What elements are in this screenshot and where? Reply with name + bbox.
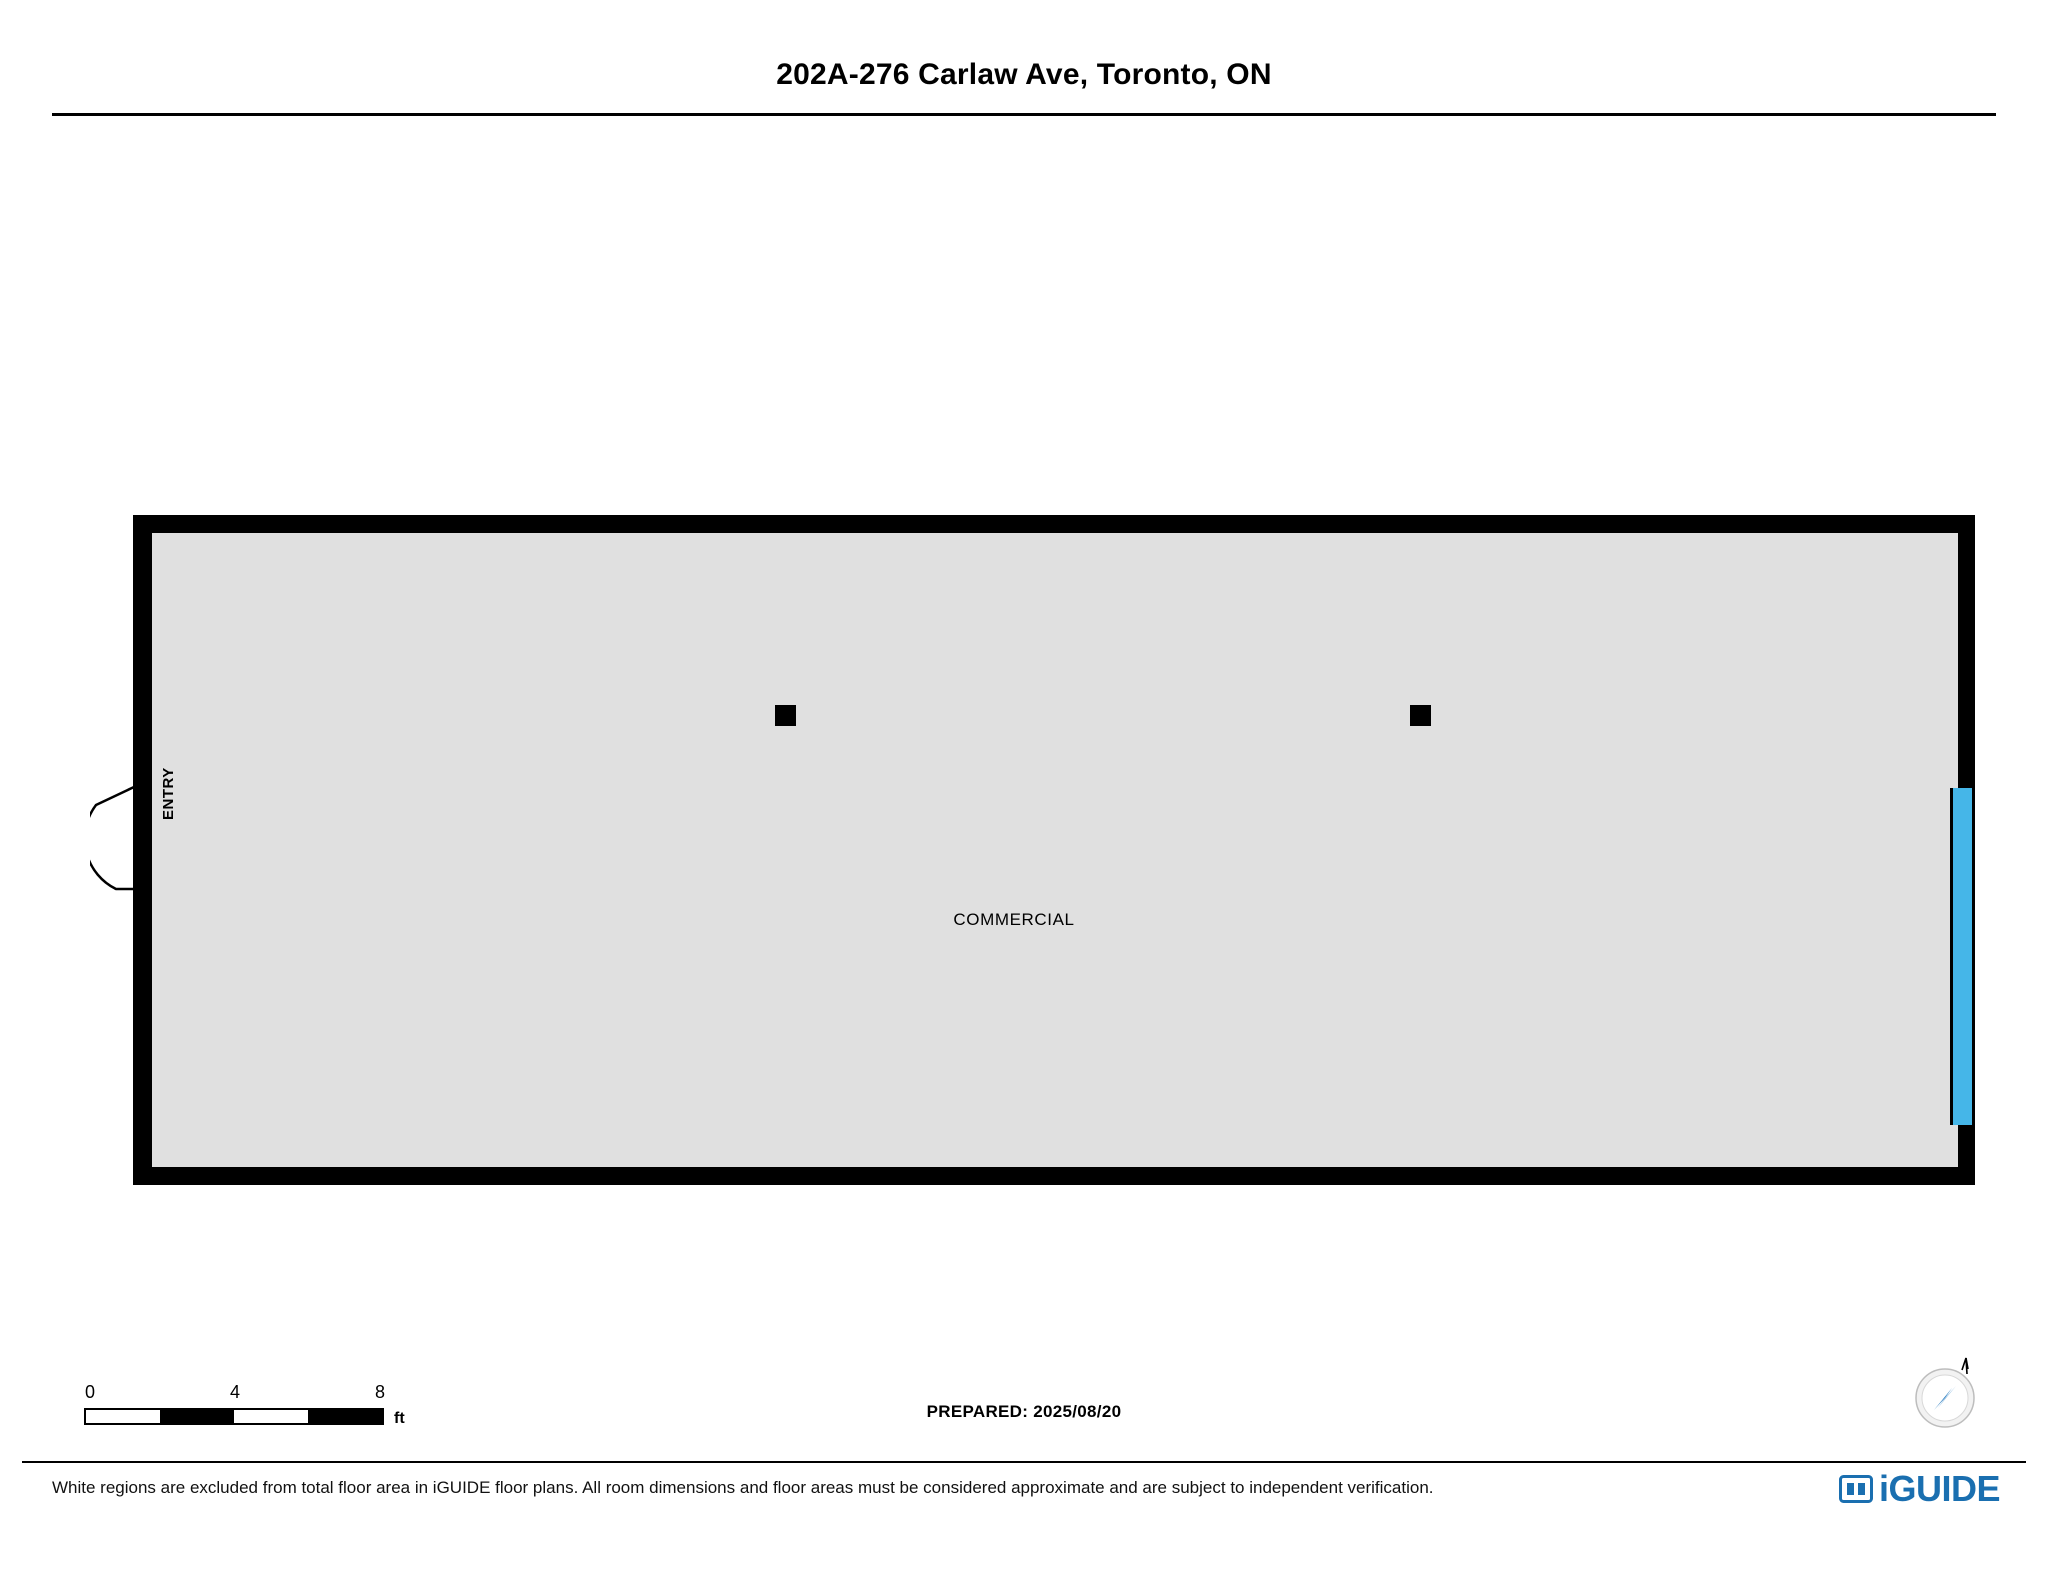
brand-name: iGUIDE (1878, 1468, 2000, 1509)
floorplan-canvas (0, 140, 2048, 1330)
scale-bar (84, 1382, 424, 1427)
compass-icon (1904, 1352, 1986, 1434)
structural-column (775, 705, 796, 726)
room-label-text: COMMERCIAL (953, 910, 1075, 929)
iguide-logo (1839, 1468, 2000, 1510)
scale-unit-label: ft (394, 1410, 405, 1427)
structural-column (1410, 705, 1431, 726)
scale-tick-4: 4 (229, 1382, 241, 1402)
scale-tick-8: 8 (374, 1382, 386, 1402)
camera-icon (1839, 1474, 1873, 1504)
disclaimer-text: White regions are excluded from total floor area in iGUIDE floor plans. All room dimensions and floor areas must be considered approximate and are subject to independent verification. (52, 1478, 1434, 1497)
room-label-commercial (0, 910, 2048, 930)
prepared-date: PREPARED: 2025/08/20 (926, 1402, 1122, 1421)
window-opening (1950, 788, 1975, 1125)
entry-label: ENTRY (160, 767, 177, 820)
title-divider (52, 113, 1996, 116)
page-title: 202A-276 Carlaw Ave, Toronto, ON (776, 58, 1272, 91)
footer-divider (22, 1461, 2026, 1463)
unit-floor-area (152, 533, 1958, 1167)
entry-door-icon (90, 785, 146, 895)
scale-tick-labels (84, 1382, 424, 1404)
scale-tick-0: 0 (84, 1382, 96, 1402)
